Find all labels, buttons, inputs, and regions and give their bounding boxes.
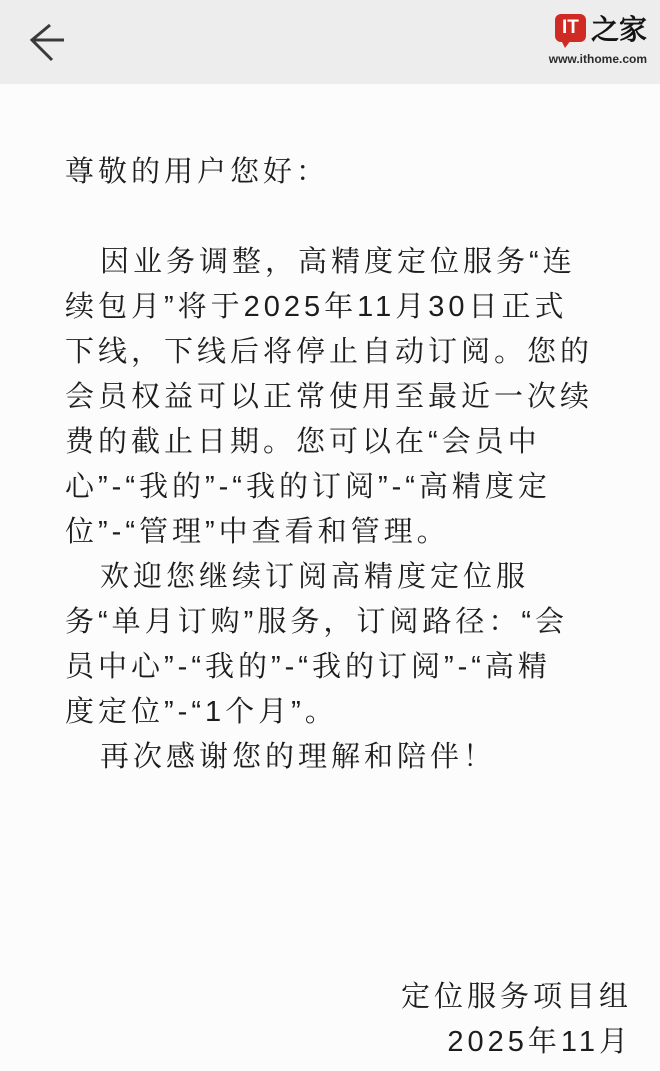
signature-date: 2025年11月 [447,1026,632,1058]
notice-line: 因业务调整，高精度定位服务“连 [100,246,576,278]
ithome-watermark [549,8,647,66]
back-arrow-icon [26,15,68,63]
notice-line: 心”-“我的”-“我的订阅”-“高精度定 [65,471,551,503]
watermark-url: www.ithome.com [548,52,647,66]
greeting-line: 尊敬的用户您好： [65,156,330,188]
notice-line: 务“单月订购”服务，订阅路径：“会 [65,606,568,638]
logo-badge-text: IT [562,17,579,38]
notice-line: 员中心”-“我的”-“我的订阅”-“高精 [65,651,551,683]
paragraph-2 [65,555,632,735]
logo-brand-text: 之家 [590,15,647,46]
notice-line: 位”-“管理”中查看和管理。 [65,516,450,548]
signature-team: 定位服务项目组 [400,981,632,1013]
ithome-logo-badge [555,14,586,42]
notice-line: 续包月”将于2025年11月30日正式 [65,291,568,323]
notice-line: 度定位”-“1个月”。 [65,696,338,728]
paragraph-1 [65,240,632,555]
ithome-logo [549,8,647,48]
topbar [0,0,660,84]
back-button[interactable] [26,14,70,64]
notice-line: 再次感谢您的理解和陪伴！ [100,741,497,773]
signature-block [65,975,632,1065]
notice-content [0,150,660,1065]
notice-line: 欢迎您继续订阅高精度定位服 [100,561,530,593]
notice-line: 会员权益可以正常使用至最近一次续 [65,381,594,413]
speech-bubble-tail-icon [561,40,571,48]
notice-line: 费的截止日期。您可以在“会员中 [65,426,541,458]
paragraph-3 [65,735,632,780]
notice-line: 下线，下线后将停止自动订阅。您的 [65,336,594,368]
